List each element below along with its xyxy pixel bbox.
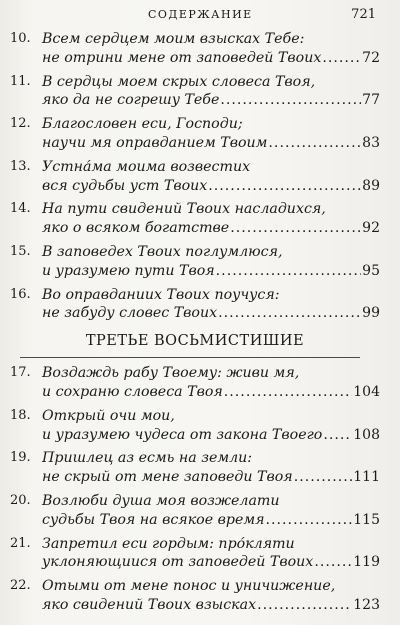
entry-page: 89	[362, 177, 380, 194]
entry-number: 12.	[10, 116, 31, 132]
contents-entry	[10, 449, 380, 487]
page-header	[0, 6, 400, 28]
entry-line-1: Запретил еси гордым: про́кляти	[42, 535, 295, 552]
contents-entry	[10, 243, 380, 281]
entry-number: 11.	[10, 73, 31, 89]
entry-line-2: не скрый от мене заповеди Твоя	[42, 469, 293, 486]
contents-entry	[10, 158, 380, 196]
entry-line-1: Отыми от мене понос и уничижение,	[42, 578, 336, 595]
entry-page: 115	[353, 511, 380, 528]
contents-entry	[10, 115, 380, 153]
dot-leader	[268, 134, 361, 153]
entry-line-2: уклоняющиися от заповедей Твоих	[42, 554, 314, 571]
entry-line-1: В заповедех Твоих поглумлюся,	[42, 243, 283, 260]
entry-line-2: и уразумею чудеса от закона Твоего	[42, 426, 323, 443]
entry-number: 19.	[10, 450, 31, 466]
entry-page: 108	[353, 426, 380, 443]
entry-page: 77	[362, 92, 380, 109]
dot-leader	[220, 91, 361, 110]
entry-page: 111	[353, 469, 380, 486]
entry-number: 15.	[10, 243, 31, 259]
entry-page: 72	[362, 49, 380, 66]
entry-line-2: яко свидений Твоих взысках	[42, 596, 257, 613]
entry-number: 21.	[10, 535, 31, 551]
entry-line-2: яко о всяком богатстве	[42, 220, 230, 237]
contents-entry	[10, 73, 380, 111]
section-heading: ТРЕТЬЕ ВОСЬМИСТИШИЕ	[85, 333, 305, 350]
entry-number: 14.	[10, 201, 31, 217]
entry-line-1: Пришлец аз есмь на земли:	[42, 450, 253, 467]
contents-entry	[10, 535, 380, 573]
entry-line-2: не отрини мене от заповедей Твоих	[42, 49, 322, 66]
dot-leader	[257, 596, 352, 615]
dot-leader	[208, 177, 361, 196]
contents-list	[10, 30, 380, 620]
entry-number: 20.	[10, 492, 31, 508]
entry-line-2: вся судьбы уст Твоих	[42, 177, 208, 194]
contents-entry	[10, 577, 380, 615]
entry-line-2: судьбы Твоя на всякое время	[42, 511, 265, 528]
entry-number: 17.	[10, 365, 31, 381]
entry-page: 123	[353, 596, 380, 613]
entry-page: 104	[353, 383, 380, 400]
entry-page: 119	[353, 554, 380, 571]
entry-line-2: не забуду словес Твоих	[42, 305, 218, 322]
contents-entry	[10, 364, 380, 402]
entry-page: 92	[362, 220, 380, 237]
dot-leader	[314, 553, 352, 572]
entry-line-1: Возлюби душа моя возжелати	[42, 492, 280, 509]
dot-leader	[294, 468, 353, 487]
entry-line-2: яко да не согрешу Тебе	[42, 92, 220, 109]
entry-page: 83	[362, 134, 380, 151]
dot-leader	[323, 426, 352, 445]
entry-line-1: Открый очи мои,	[42, 407, 175, 424]
entry-line-1: Воздаждь рабу Твоему: живи мя,	[42, 365, 300, 382]
entry-number: 18.	[10, 407, 31, 423]
dot-leader	[216, 262, 362, 281]
contents-entry	[10, 200, 380, 238]
entry-number: 16.	[10, 286, 31, 302]
dot-leader	[218, 304, 361, 323]
entry-line-1: Во оправданиих Твоих поучуся:	[42, 286, 280, 303]
dot-leader	[322, 49, 361, 68]
entry-number: 10.	[10, 31, 31, 46]
entry-page: 95	[362, 262, 380, 279]
entry-line-1: Устна́ма моима возвестих	[42, 158, 251, 175]
contents-entry	[10, 492, 380, 530]
dot-leader	[230, 219, 361, 238]
entry-page: 99	[362, 305, 380, 322]
dot-leader	[266, 511, 353, 530]
entry-line-1: Благословен еси, Господи;	[42, 116, 243, 133]
entry-number: 22.	[10, 578, 31, 594]
entry-line-1: Всем сердцем моим взысках Тебе:	[42, 31, 305, 47]
dot-leader	[224, 383, 352, 402]
entry-number: 13.	[10, 158, 31, 174]
entry-line-2: и уразумею пути Твоя	[42, 262, 215, 279]
entry-line-2: научи мя оправданием Твоим	[42, 134, 268, 151]
entry-line-1: В сердцы моем скрых словеса Твоя,	[42, 73, 316, 90]
entry-line-2: и сохраню словеса Твоя	[42, 383, 223, 400]
entry-line-1: На пути свидений Твоих насладихся,	[42, 201, 326, 218]
contents-entry	[10, 286, 380, 324]
running-title: СОДЕРЖАНИЕ	[148, 8, 253, 21]
contents-entry	[10, 407, 380, 445]
page-number: 721	[351, 7, 376, 22]
contents-entry	[10, 30, 380, 68]
